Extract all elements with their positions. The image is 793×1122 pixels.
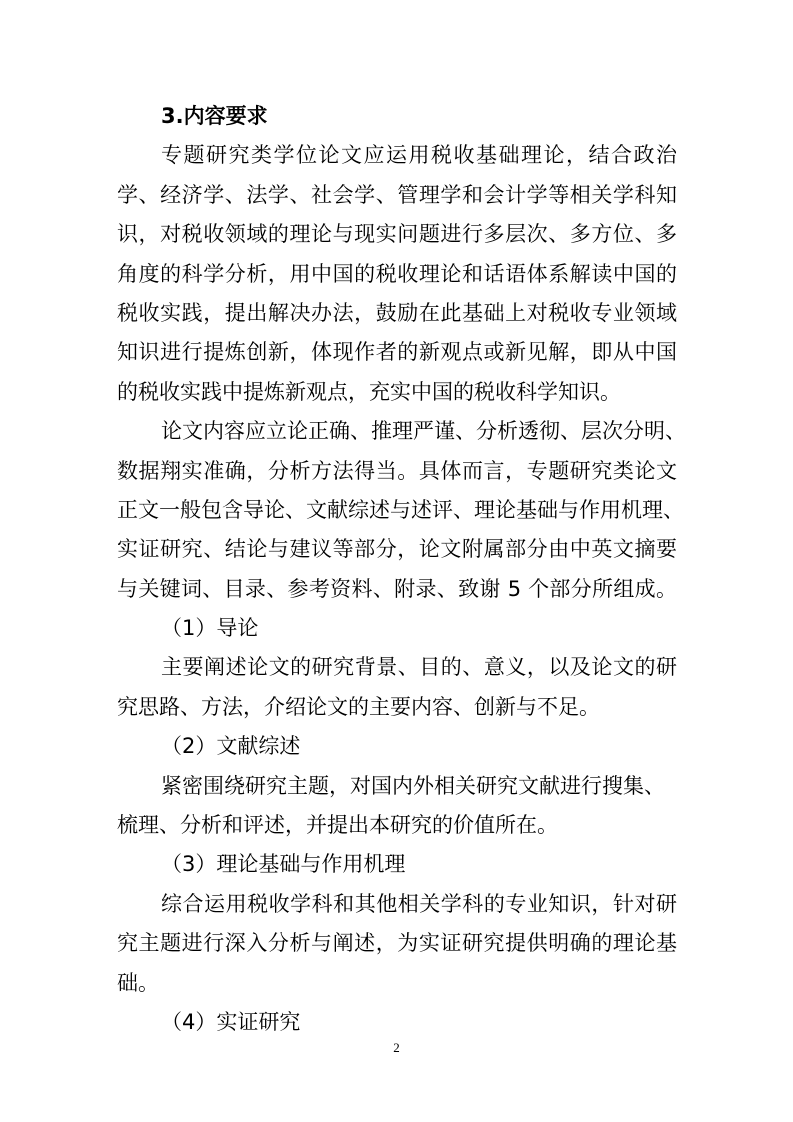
subsection-literature-review bbox=[117, 727, 677, 845]
subsection-empirical-research bbox=[117, 1003, 677, 1042]
subsection-theoretical-basis bbox=[117, 845, 677, 1003]
paragraph-line: 识，对税收领域的理论与现实问题进行多层次、多方位、多 bbox=[117, 222, 677, 247]
paragraph-line: 与关键词、目录、参考资料、附录、致谢 5 个部分所组成。 bbox=[117, 576, 677, 601]
section-heading bbox=[117, 97, 677, 136]
paragraph-line: 究主题进行深入分析与阐述，为实证研究提供明确的理论基 bbox=[117, 931, 677, 956]
subsection-title: （4）实证研究 bbox=[161, 1009, 301, 1034]
paragraph-line: 数据翔实准确，分析方法得当。具体而言，专题研究类论文 bbox=[117, 458, 677, 483]
subsection-title: （2）文献综述 bbox=[161, 734, 301, 759]
paragraph-line: 正文一般包含导论、文献综述与述评、理论基础与作用机理、 bbox=[117, 497, 684, 522]
paragraph-line: 究思路、方法，介绍论文的主要内容、创新与不足。 bbox=[117, 694, 600, 719]
paragraph-line: 论文内容应立论正确、推理严谨、分析透彻、层次分明、 bbox=[161, 419, 686, 444]
subsection-title: （1）导论 bbox=[161, 616, 259, 641]
paragraph-line: 的税收实践中提炼新观点，充实中国的税收科学知识。 bbox=[117, 379, 621, 404]
subsection-title: （3）理论基础与作用机理 bbox=[161, 852, 406, 877]
paragraph-2 bbox=[117, 412, 686, 609]
paragraph-line: 梳理、分析和评述，并提出本研究的价值所在。 bbox=[117, 813, 558, 838]
paragraph-line: 知识进行提炼创新，体现作者的新观点或新见解，即从中国 bbox=[117, 340, 677, 365]
paragraph-line: 角度的科学分析，用中国的税收理论和话语体系解读中国的 bbox=[117, 261, 677, 286]
paragraph-line: 学、经济学、法学、社会学、管理学和会计学等相关学科知 bbox=[117, 182, 677, 207]
page-content bbox=[117, 97, 686, 1042]
page-number: 2 bbox=[393, 1040, 400, 1055]
paragraph-line: 专题研究类学位论文应运用税收基础理论，结合政治 bbox=[161, 143, 677, 168]
paragraph-line: 税收实践，提出解决办法，鼓励在此基础上对税收专业领域 bbox=[117, 300, 677, 325]
paragraph-1 bbox=[117, 136, 677, 412]
section-heading-text: 3.内容要求 bbox=[161, 104, 268, 128]
paragraph-line: 综合运用税收学科和其他相关学科的专业知识，针对研 bbox=[161, 891, 677, 916]
paragraph-line: 实证研究、结论与建议等部分，论文附属部分由中英文摘要 bbox=[117, 537, 677, 562]
paragraph-line: 紧密围绕研究主题，对国内外相关研究文献进行搜集、 bbox=[161, 773, 665, 798]
subsection-introduction bbox=[117, 609, 677, 727]
paragraph-line: 主要阐述论文的研究背景、目的、意义，以及论文的研 bbox=[161, 655, 677, 680]
paragraph-line: 础。 bbox=[117, 970, 159, 995]
